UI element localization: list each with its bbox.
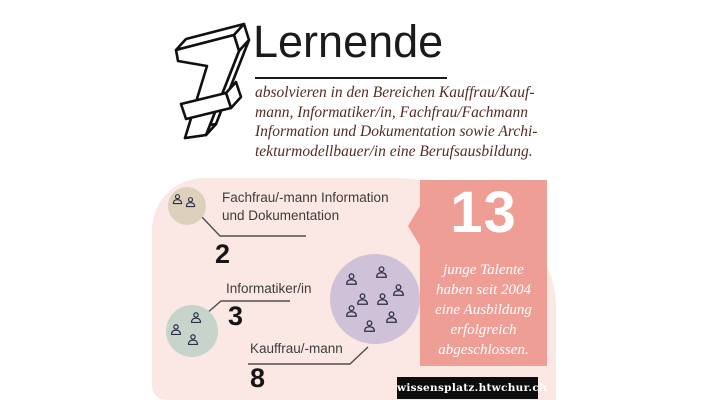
person-icon (391, 283, 406, 298)
intro-line: tekturmodellbauer/in eine Berufsausbildung. (255, 142, 533, 160)
title-underline (255, 77, 447, 79)
person-icon (189, 311, 203, 325)
intro-line: mann, Informatiker/in, Fachfrau/Fachmann (255, 103, 528, 121)
person-icon (184, 196, 197, 209)
group-count-informatiker: 3 (228, 301, 244, 331)
person-icon (344, 272, 359, 287)
group-count-kauffrau: 8 (250, 363, 266, 393)
group-count-fachfrau: 2 (215, 239, 231, 269)
footer-url-badge[interactable]: wissensplatz.htwchur.ch (397, 377, 538, 399)
person-icon (375, 292, 390, 307)
person-icon (384, 310, 399, 325)
person-icon (344, 304, 359, 319)
person-icon (374, 265, 389, 280)
person-icon (186, 333, 200, 347)
highlight-box (420, 180, 547, 366)
group-label-informatiker: Informatiker/in (226, 281, 312, 296)
person-icon (169, 323, 183, 337)
highlight-number: 13 (450, 180, 517, 245)
group-label-kauffrau: Kauffrau/-mann (250, 341, 343, 356)
page-title: Lernende (253, 16, 444, 67)
person-icon (171, 193, 184, 206)
highlight-arrow-left (408, 206, 420, 246)
person-icon (362, 319, 377, 334)
group-label-fachfrau: Fachfrau/-mann Information und Dokumentation (222, 190, 389, 223)
intro-line: Information und Dokumentation sowie Archi- (255, 123, 538, 140)
highlight-caption: junge Talente haben seit 2004 eine Ausbildung erfolgreich abgeschlossen. (435, 262, 532, 358)
intro-line: absolvieren in den Bereichen Kauffrau/Kauf- (255, 84, 535, 101)
intro-paragraph (255, 83, 537, 161)
